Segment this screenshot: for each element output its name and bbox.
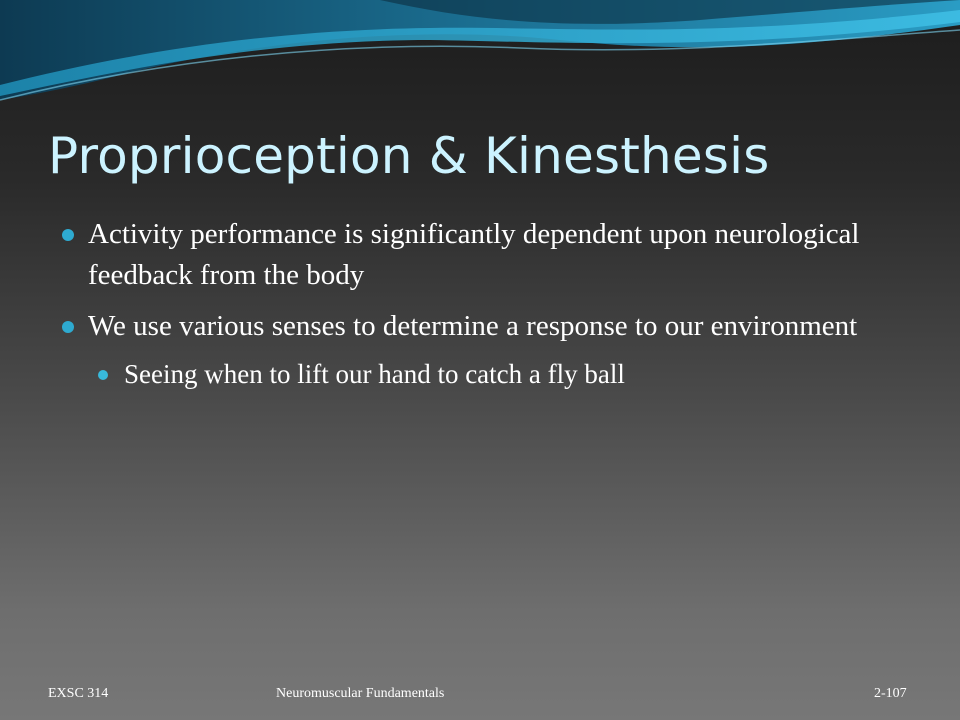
bullet-text: We use various senses to determine a response to our environment xyxy=(88,310,858,342)
sub-bullet-item xyxy=(98,355,922,393)
sub-bullet-dot-icon xyxy=(98,370,108,380)
bullet-dot-icon xyxy=(62,229,74,241)
bullet-dot-icon xyxy=(62,321,74,333)
bullet-item xyxy=(62,306,922,347)
sub-bullet-text: Seeing when to lift our hand to catch a fly ball xyxy=(124,359,625,389)
slide-title: Proprioception & Kinesthesis xyxy=(48,127,770,185)
footer-topic: Neuromuscular Fundamentals xyxy=(276,686,445,701)
bullet-item xyxy=(62,214,922,296)
bullet-list xyxy=(62,214,922,393)
bullet-text: Activity performance is significantly dependent upon neurological feedback from the body xyxy=(88,218,860,291)
header-wave-decoration xyxy=(0,0,960,110)
footer-course: EXSC 314 xyxy=(48,686,109,701)
footer-slide-number: 2-107 xyxy=(874,686,907,701)
